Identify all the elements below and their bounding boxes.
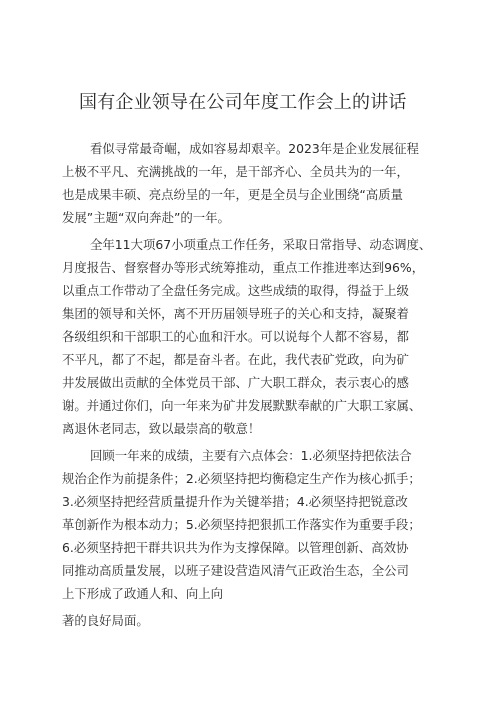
paragraph-line: 集团的领导和关怀，离不开历届领导班子的关心和支持，凝聚着	[62, 306, 409, 321]
paragraph-line: 6.必须坚持把干群共识共为作为支撑保障。以管理创新、高效协	[62, 540, 409, 555]
paragraph-line: 也是成果丰硕、亮点纷呈的一年，更是全员与企业围绕“高质量	[62, 187, 403, 202]
paragraph-line: 上极不平凡、充满挑战的一年，是干部齐心、全员共为的一年，	[62, 164, 409, 179]
document-title: 国有企业领导在公司年度工作会上的讲话	[79, 92, 407, 113]
paragraph-line: 看似寻常最奇崛，成如容易却艰辛。2023年是企业发展征程	[90, 141, 419, 156]
paragraph-line: 各级组织和干部职工的心血和汗水。可以说每个人都不容易，都	[62, 329, 409, 344]
paragraph-line: 上下形成了政通人和、向上向	[62, 586, 224, 601]
paragraph-line: 井发展做出贡献的全体党员干部、广大职工群众，表示衷心的感	[62, 375, 409, 390]
paragraph-line: 发展”主题“双向奔赴”的一年。	[62, 210, 230, 225]
paragraph-line: 回顾一年来的成绩，主要有六点体会：1.必须坚持把依法合	[90, 448, 412, 463]
paragraph-line: 规治企作为前提条件；2.必须坚持把均衡稳定生产作为核心抓手；	[62, 471, 421, 486]
paragraph-line: 3.必须坚持把经营质量提升作为关键举措；4.必须坚持把锐意改	[62, 494, 408, 509]
paragraph-line: 著的良好局面。	[62, 613, 149, 628]
paragraph-line: 谢。并通过你们，向一年来为矿井发展默默奉献的广大职工家属、	[62, 398, 422, 413]
paragraph-line: 同推动高质量发展，以班子建设营造风清气正政治生态，全公司	[62, 563, 409, 578]
paragraph-line: 月度报告、督察督办等形式统筹推动，重点工作推进率达到96%，	[62, 260, 425, 275]
paragraph-line: 离退休老同志，致以最崇高的敬意！	[62, 421, 261, 436]
paragraph-line: 不平凡，都了不起，都是奋斗者。在此，我代表矿党政，向为矿	[62, 352, 409, 367]
paragraph-line: 全年11大项67小项重点工作任务，采取日常指导、动态调度、	[90, 237, 432, 252]
paragraph-line: 以重点工作带动了全盘任务完成。这些成绩的取得，得益于上级	[62, 283, 409, 298]
paragraph-line: 革创新作为根本动力；5.必须坚持把狠抓工作落实作为重要手段；	[62, 517, 421, 532]
